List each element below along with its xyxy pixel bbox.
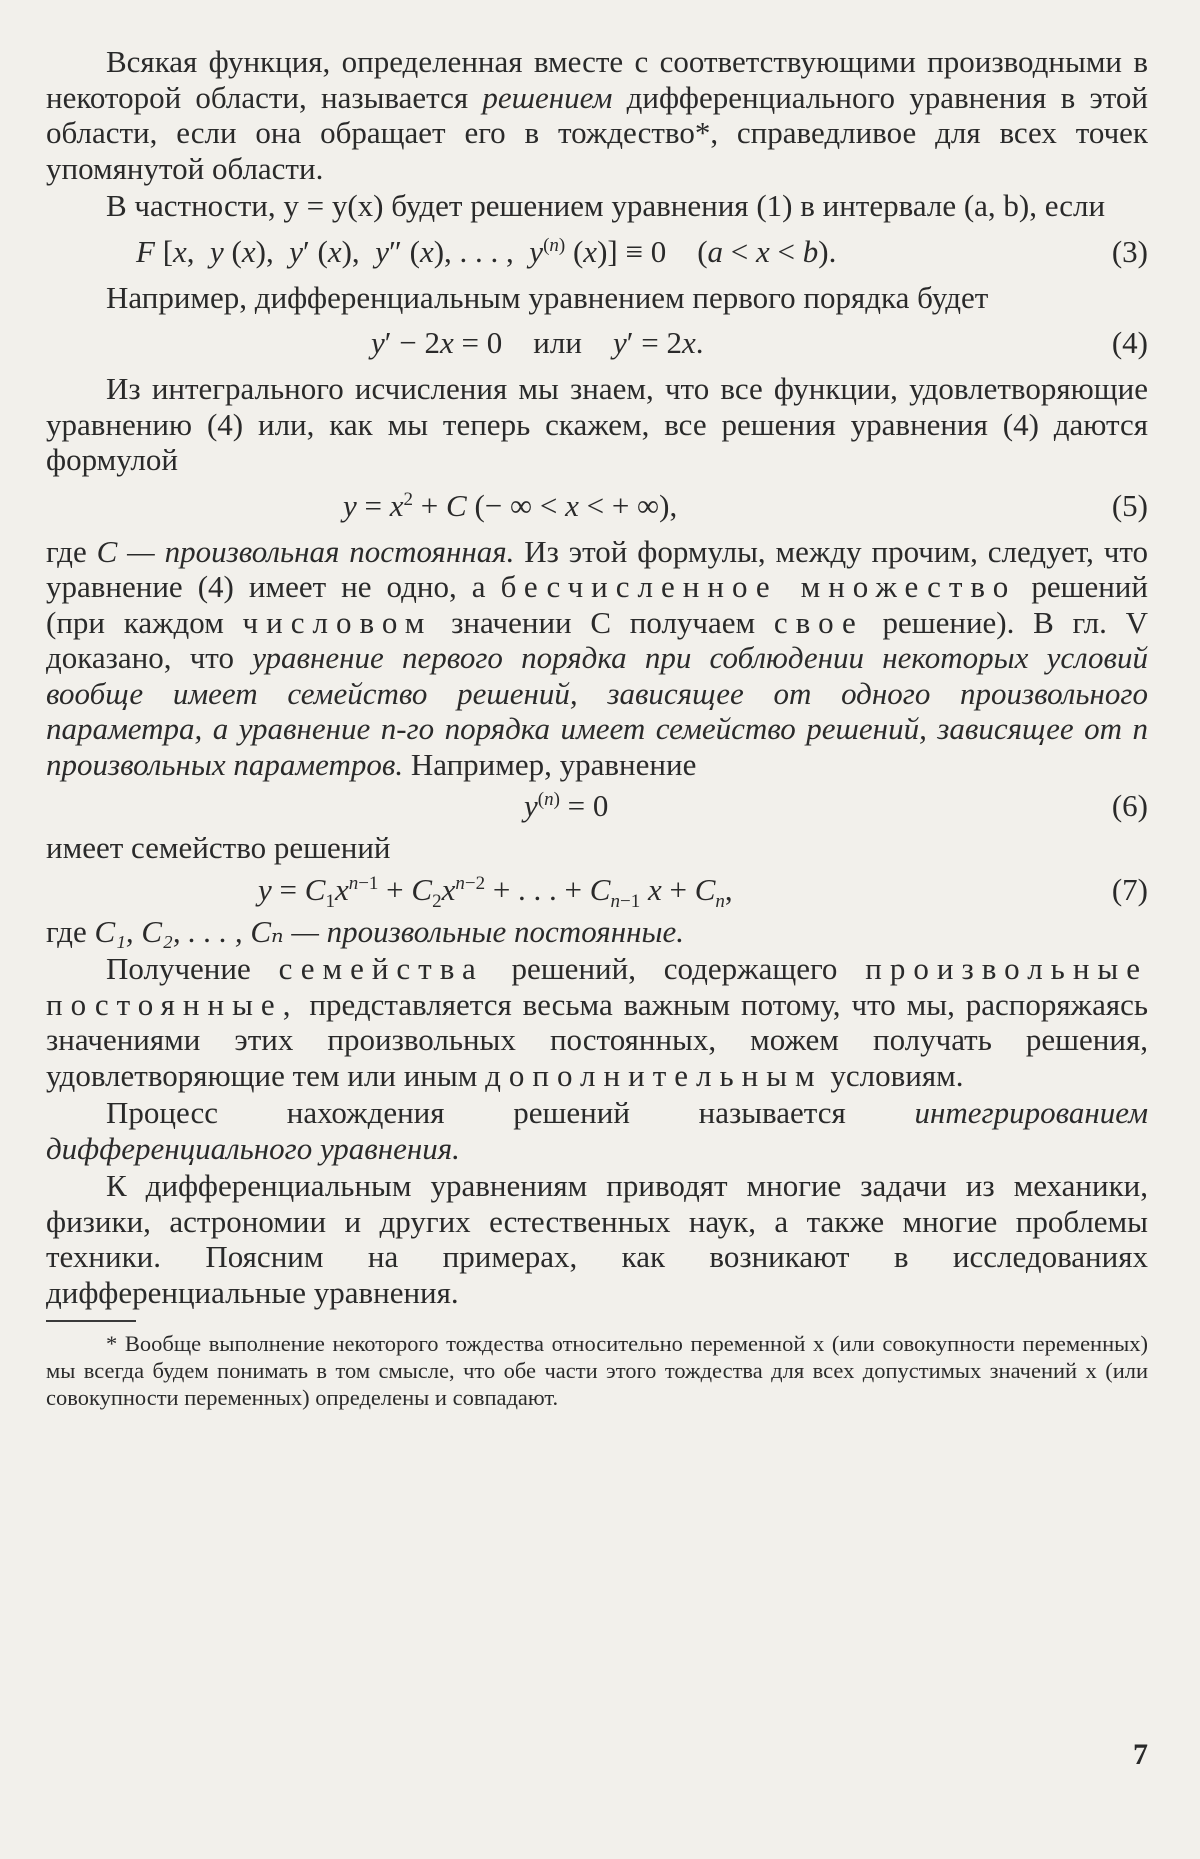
emphasis: C₁, C₂, . . . , Cₙ — произвольные постоянные. <box>94 913 684 949</box>
equation-3-number: (3) <box>1111 233 1148 269</box>
equation-3-formula: F [x, y (x), y′ (x), y″ (x), . . . , $y^{(n)}$ (x)] ≡ 0 (a < x < b). <box>136 233 837 269</box>
text: Получение <box>106 951 279 986</box>
equation-7 <box>46 871 1148 912</box>
text: Процесс нахождения решений называется <box>106 1095 915 1130</box>
equation-7-number: (7) <box>1111 871 1148 907</box>
paragraph-7 <box>46 914 1148 950</box>
footnote-divider <box>46 1320 136 1322</box>
text: где <box>46 913 95 949</box>
equation-3 <box>46 234 1148 270</box>
equation-6 <box>46 788 1148 824</box>
paragraph-4: Из интегрального исчисления мы знаем, что все функции, удовлетворяющие уравнению (4) или, как мы теперь скажем, все решения уравнения (4) даются формулой <box>46 371 1148 477</box>
footnote: * Вообще выполнение некоторого тождества относительно переменной x (или совокупности переменных) мы всегда будем понимать в том смысле, что обе части этого тождества для всех допустимых значений x (или совокупности переменных) определены и совпадают. <box>46 1331 1148 1410</box>
text: значении C получаем <box>432 604 774 640</box>
text: решение). В гл. V доказано, что <box>46 604 1149 675</box>
spaced-emphasis: свое <box>773 604 864 640</box>
text: Например, уравнение <box>403 746 697 782</box>
page-number: 7 <box>1133 1738 1148 1771</box>
emphasis: C — произвольная постоянная. <box>96 533 515 569</box>
equation-4-formula: y′ − 2x = 0 или y′ = 2x. <box>371 325 704 360</box>
emphasis: решением <box>482 79 613 115</box>
equation-4-number: (4) <box>1111 325 1148 360</box>
text: Всякая функция, определенная вместе с соответствующими производными в некоторой области, называется <box>46 44 1148 115</box>
text: представляется весьма важным потому, что мы, распоряжаясь значениями этих произвольных постоянных, можем получать решения, удовлетворяющие тем или иным <box>46 986 1148 1093</box>
spaced-emphasis: числовом <box>242 604 433 640</box>
emphasis: уравнение первого порядка при соблюдении некоторых условий вообще имеет семейство решений, зависящее от одного произвольного параметра, а уравнение n-го порядка имеет семейство решений, зависящее от n произвольных параметров. <box>46 640 1148 782</box>
equation-5-number: (5) <box>1111 487 1148 523</box>
text: условиям. <box>822 1057 964 1093</box>
emphasis: интегрированием дифференциального уравнения. <box>46 1095 1148 1166</box>
text: дифференциального уравнения в этой области, если она обращает его в тождество*, справедливое для всех точек упомянутой области. <box>46 79 1149 186</box>
paragraph-3: Например, дифференциальным уравнением первого порядка будет <box>106 279 989 315</box>
equation-6-number: (6) <box>1111 788 1148 823</box>
text: где <box>46 533 97 569</box>
text: Из этой формулы, между прочим, следует, что уравнение (4) имеет не одно, а <box>46 533 1149 604</box>
paragraph-6: имеет семейство решений <box>46 830 391 865</box>
equation-7-formula: $y = C_1x^{n-1} + C_2x^{n-2}$ + . . . + $C_{n-1}$ $x + C_n$, <box>258 871 733 912</box>
paragraph-9 <box>46 1095 1148 1166</box>
paragraph-2: В частности, y = y(x) будет решением уравнения (1) в интервале (a, b), если <box>106 188 1106 223</box>
paragraph-8 <box>46 951 1148 1093</box>
equation-5 <box>46 488 1148 524</box>
spaced-emphasis: бесчисленное множество <box>500 569 1017 604</box>
text: решений (при каждом <box>46 569 1148 640</box>
equation-5-formula: $y = x^2 + C$ (− ∞ < x < + ∞), <box>343 487 678 523</box>
spaced-emphasis: дополнительным <box>485 1057 823 1093</box>
text: решений, содержащего <box>483 951 866 986</box>
equation-4 <box>46 325 1148 361</box>
spaced-emphasis: семейства <box>278 951 484 986</box>
equation-6-formula: $y^{(n)} = 0$ <box>524 788 609 823</box>
paragraph-5 <box>46 534 1148 783</box>
spaced-emphasis: произвольные постоянные, <box>46 951 1148 1022</box>
paragraph-10: К дифференциальным уравнениям приводят многие задачи из механики, физики, астрономии и других естественных наук, а также многие проблемы техники. Поясним на примерах, как возникают в исследованиях дифференциальные уравнения. <box>46 1168 1148 1310</box>
paragraph-1 <box>46 44 1148 186</box>
